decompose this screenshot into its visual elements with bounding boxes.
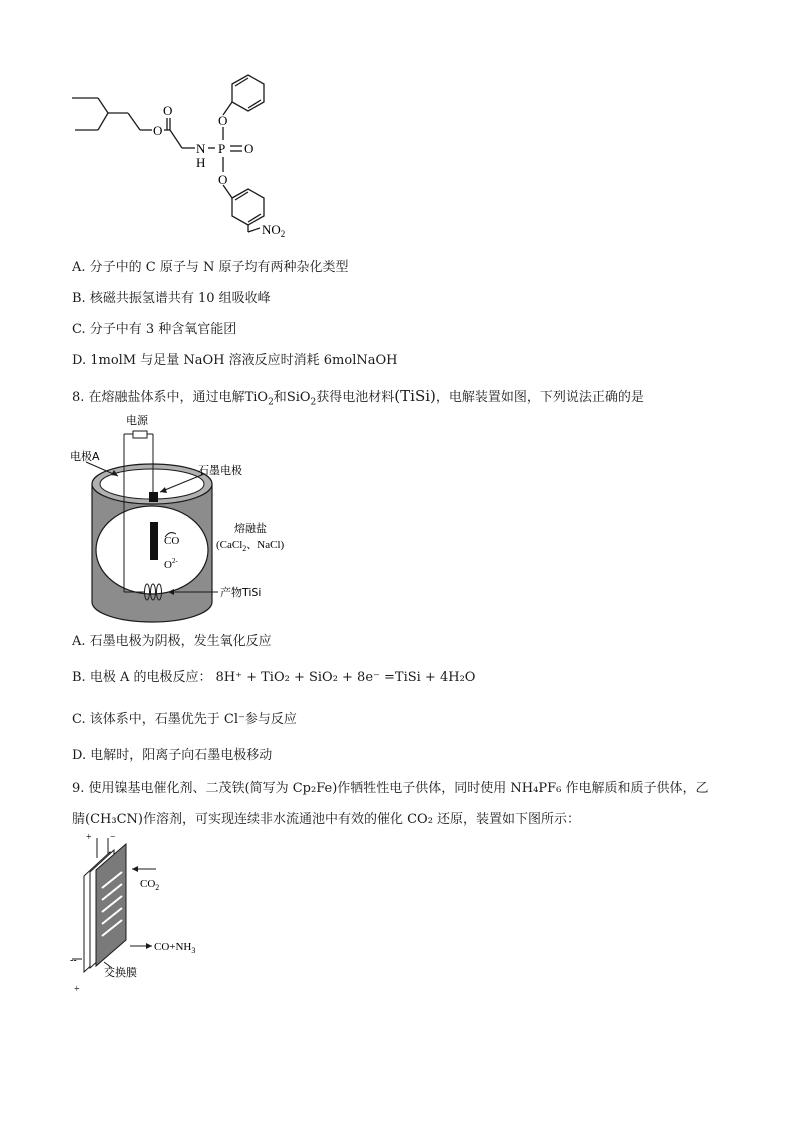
molten-salt-label: 熔融盐 bbox=[234, 522, 267, 535]
hydrogen-label: H bbox=[196, 155, 206, 170]
co-label: CO bbox=[164, 535, 180, 547]
nitrophenoxy-oxygen: O bbox=[218, 172, 228, 187]
electrode-a-label: 电极A bbox=[70, 450, 100, 463]
power-source-symbol bbox=[133, 431, 147, 438]
q7-option-b: B. 核磁共振氢谱共有 10 组吸收峰 bbox=[72, 291, 271, 306]
negative-terminal-top: − bbox=[110, 832, 116, 843]
product-tisi-label: 产物TiSi bbox=[220, 586, 262, 599]
phenoxy-oxygen: O bbox=[218, 113, 228, 128]
oxide-ion-label: $O^{2-}$ bbox=[164, 557, 178, 571]
q8-option-d: D. 电解时，阳离子向石墨电极移动 bbox=[72, 748, 273, 763]
graphite-electrode-rod bbox=[150, 522, 158, 560]
graphite-electrode-top bbox=[149, 492, 158, 502]
positive-terminal-bottom: + bbox=[74, 984, 80, 995]
q7-option-c: C. 分子中有 3 种含氧官能团 bbox=[72, 322, 237, 337]
negative-terminal-left: -- bbox=[70, 955, 77, 966]
q7-option-a: A. 分子中的 C 原子与 N 原子均有两种杂化类型 bbox=[72, 260, 349, 275]
q7-option-d: D. 1molM 与足量 NaOH 溶液反应时消耗 6molNaOH bbox=[72, 353, 398, 368]
electrolysis-apparatus-figure bbox=[66, 412, 326, 624]
molecule-m-structure bbox=[60, 60, 340, 245]
nitrogen-label: N bbox=[196, 141, 206, 156]
q9-stem-line2: 腈(CH₃CN)作溶剂，可实现连续非水流通池中有效的催化 CO₂ 还原，装置如下图所示： bbox=[72, 812, 581, 827]
co2-input-label: $CO_2$ bbox=[140, 878, 160, 892]
q8-option-a: A. 石墨电极为阴极，发生氧化反应 bbox=[72, 634, 272, 649]
q9-stem-line1: 9. 使用镍基电催化剂、二茂铁(简写为 Cp₂Fe)作牺牲性电子供体，同时使用 NH₄PF₆ 作电解质和质子供体，乙 bbox=[72, 781, 709, 796]
q8-stem: 8. 在熔融盐体系中，通过电解TiO$_2$和SiO$_2$获得电池材料(TiSi)，电解装置如图，下列说法正确的是 bbox=[72, 387, 644, 408]
nitro-group: $NO_2$ bbox=[262, 222, 286, 239]
power-source-label: 电源 bbox=[126, 414, 148, 427]
phosphorus-label: P bbox=[218, 141, 226, 156]
molten-salt-composition: (CaCl$_2$、NaCl) bbox=[216, 539, 285, 553]
positive-terminal-top: + bbox=[86, 832, 92, 843]
co-nh3-output-label: $CO+NH_3$ bbox=[154, 941, 196, 955]
flow-cell-figure bbox=[60, 828, 240, 998]
q8-option-c: C. 该体系中，石墨优先于 Cl⁻参与反应 bbox=[72, 712, 297, 727]
ester-oxygen-single: O bbox=[153, 123, 163, 138]
q8-option-b: B. 电极 A 的电极反应： 8H⁺ + TiO₂ + SiO₂ + 8e⁻ =TiSi + 4H₂O bbox=[72, 670, 476, 685]
exchange-membrane-label: 交换膜 bbox=[104, 966, 137, 979]
phosphoryl-oxygen: O bbox=[244, 141, 254, 156]
ester-oxygen-double: O bbox=[163, 103, 173, 118]
graphite-electrode-label: 石墨电极 bbox=[198, 464, 242, 477]
